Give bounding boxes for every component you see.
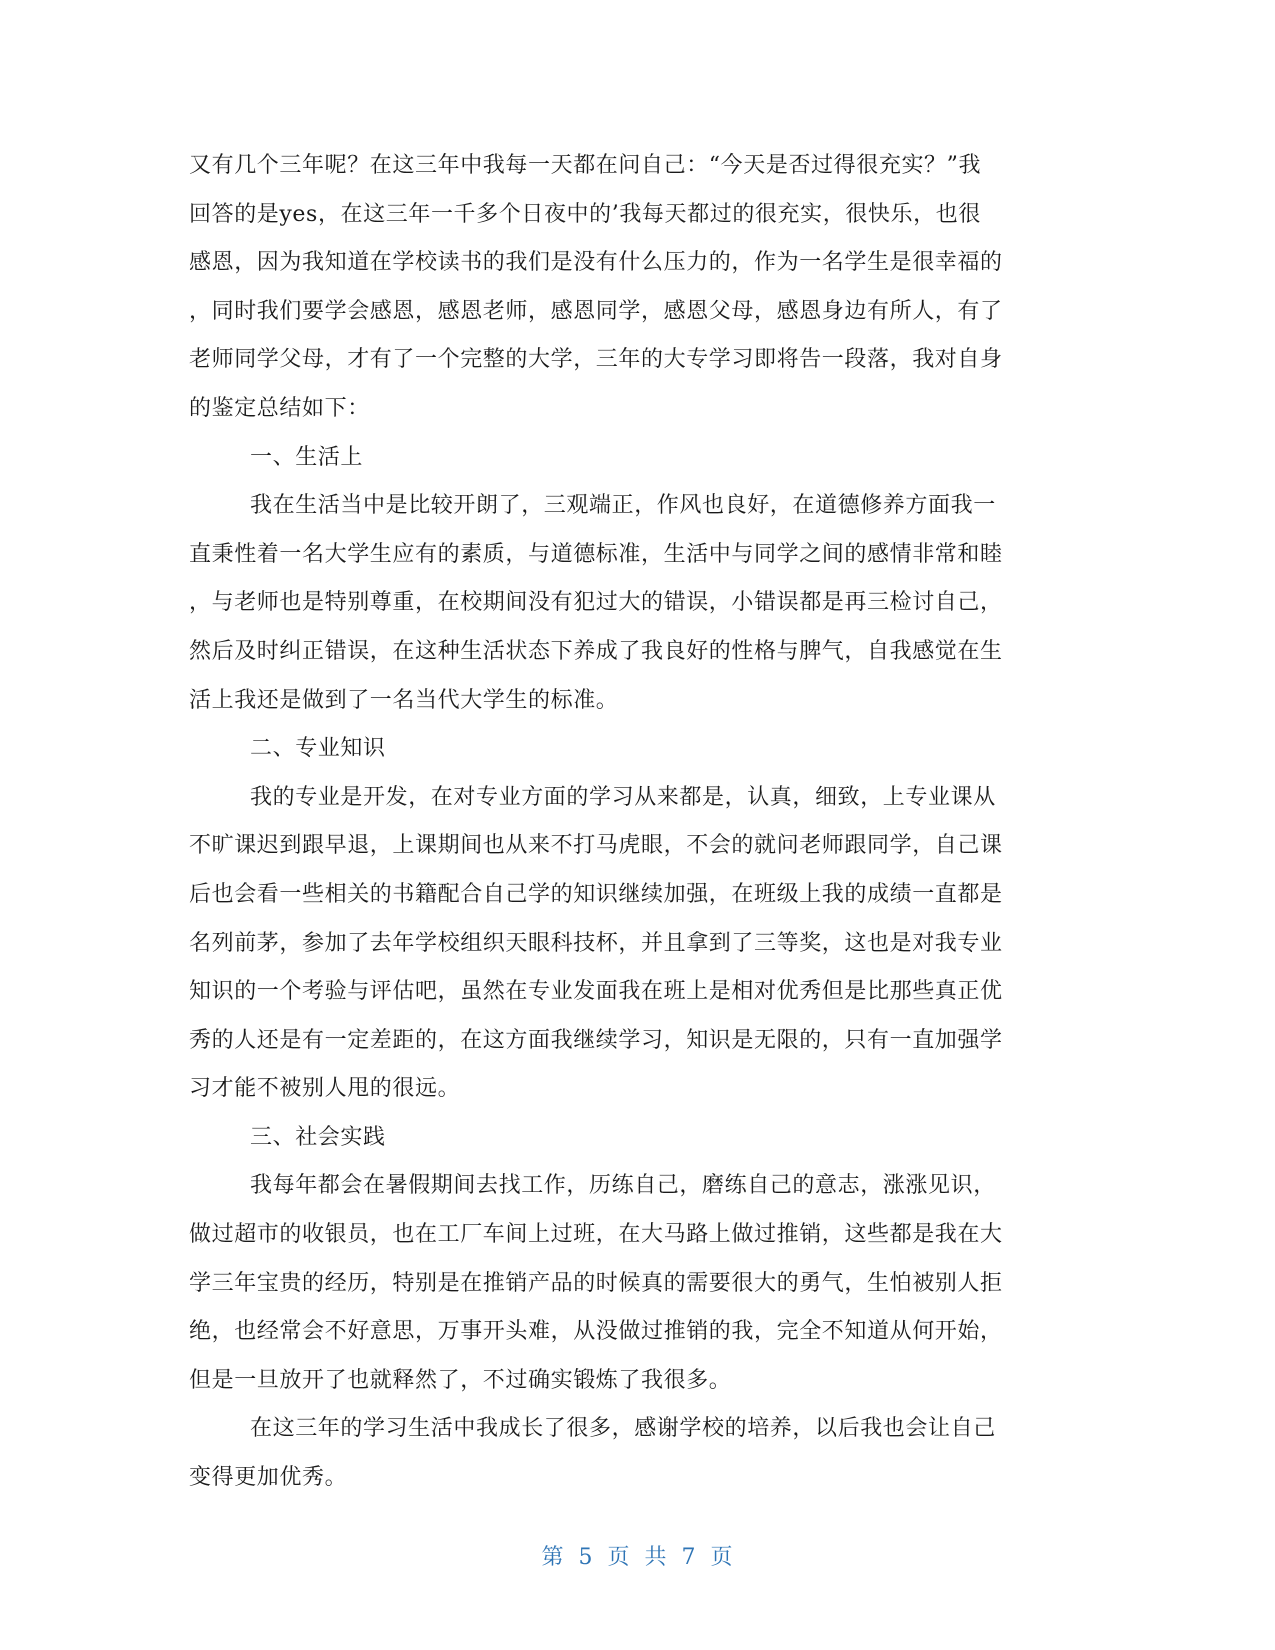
text-line: 名列前茅，参加了去年学校组织天眼科技杯，并且拿到了三等奖，这也是对我专业 (189, 930, 1003, 956)
text-line: 二、专业知识 (250, 736, 386, 762)
text-line: ，同时我们要学会感恩，感恩老师，感恩同学，感恩父母，感恩身边有所人，有了 (189, 298, 1003, 324)
text-line: 活上我还是做到了一名当代大学生的标准。 (189, 687, 619, 713)
page-number-footer: 第 5 页 共 7 页 (541, 1545, 734, 1570)
text-line: 的鉴定总结如下： (189, 395, 370, 421)
text-line: 但是一旦放开了也就释然了，不过确实锻炼了我很多。 (189, 1367, 732, 1393)
text-line: 不旷课迟到跟早退，上课期间也从来不打马虎眼，不会的就问老师跟同学，自己课 (189, 833, 1003, 859)
document-body (189, 142, 1089, 1503)
text-line: 我在生活当中是比较开朗了，三观端正，作风也良好，在道德修养方面我一 (250, 493, 996, 519)
text-line: 直秉性着一名大学生应有的素质，与道德标准，生活中与同学之间的感情非常和睦 (189, 541, 1003, 567)
text-line: 我的专业是开发，在对专业方面的学习从来都是，认真，细致，上专业课从 (250, 784, 996, 810)
text-line: 做过超市的收银员，也在工厂车间上过班，在大马路上做过推销，这些都是我在大 (189, 1222, 1003, 1248)
text-line: 秀的人还是有一定差距的，在这方面我继续学习，知识是无限的，只有一直加强学 (189, 1027, 1003, 1053)
text-line: 一、生活上 (250, 444, 364, 470)
text-line: 绝，也经常会不好意思，万事开头难，从没做过推销的我，完全不知道从何开始， (189, 1319, 1003, 1345)
text-line: 又有几个三年呢？在这三年中我每一天都在问自己：“今天是否过得很充实？”我 (189, 153, 982, 178)
text-line: 感恩，因为我知道在学校读书的我们是没有什么压力的，作为一名学生是很幸福的 (189, 250, 1003, 276)
text-line: 变得更加优秀。 (189, 1465, 348, 1491)
text-line: 我每年都会在暑假期间去找工作，历练自己，磨练自己的意志，涨涨见识， (250, 1173, 996, 1199)
text-line: 老师同学父母，才有了一个完整的大学，三年的大专学习即将告一段落，我对自身 (189, 347, 1003, 373)
text-line: 三、社会实践 (250, 1124, 386, 1150)
text-line: 知识的一个考验与评估吧，虽然在专业发面我在班上是相对优秀但是比那些真正优 (189, 979, 1003, 1005)
text-line: 学三年宝贵的经历，特别是在推销产品的时候真的需要很大的勇气，生怕被别人拒 (189, 1270, 1003, 1296)
text-line: 习才能不被别人甩的很远。 (189, 1076, 461, 1102)
text-line: 后也会看一些相关的书籍配合自己学的知识继续加强，在班级上我的成绩一直都是 (189, 881, 1003, 907)
text-line: 然后及时纠正错误，在这种生活状态下养成了我良好的性格与脾气，自我感觉在生 (189, 638, 1003, 664)
text-line: 回答的是yes，在这三年一千多个日夜中的’我每天都过的很充实，很快乐，也很 (189, 201, 981, 227)
text-line: 在这三年的学习生活中我成长了很多，感谢学校的培养，以后我也会让自己 (250, 1416, 996, 1442)
text-line: ，与老师也是特别尊重，在校期间没有犯过大的错误，小错误都是再三检讨自己， (189, 590, 1003, 616)
